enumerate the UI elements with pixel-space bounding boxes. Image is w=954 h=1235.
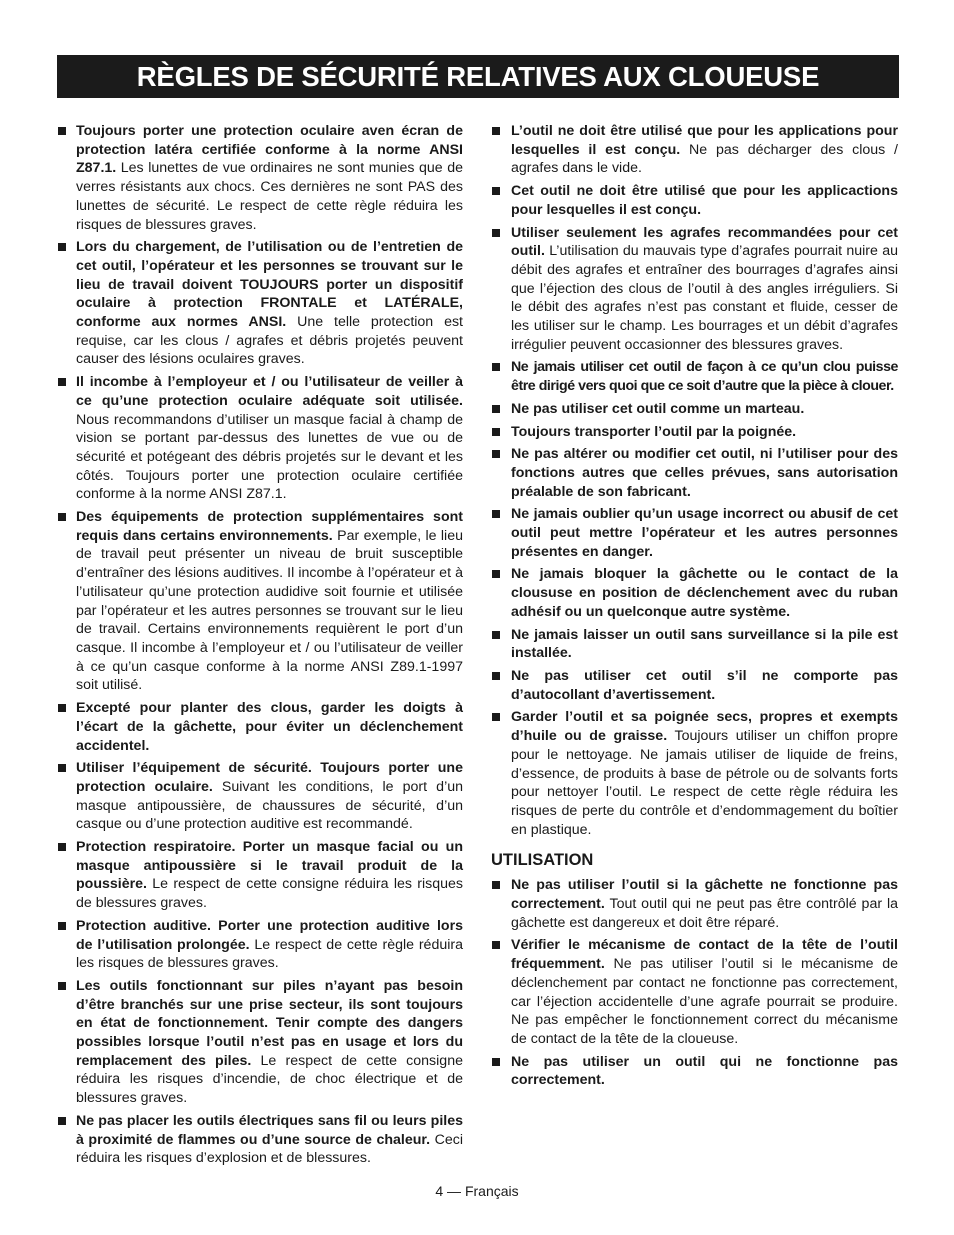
list-item xyxy=(57,1112,463,1168)
item-text: Par exemple, le lieu de travail peut présenter un niveau de bruit susceptible d’entraîner des lésions auditives. Il incombe à l’opérateur et à l’utilisateur qu’une protection audidive soit fournie et utilisée par l’opérateur et les autres personnes se trouvant sur le lieu de travail. Certains environnements requièrent le port d’un casque. Il incombe à l’employeur et / ou l’utilisateur de veiller à ce qu’un casque conforme à la norme ANSI Z89.1-1997 soit utilisé. xyxy=(76,527,463,694)
list-item xyxy=(57,122,463,234)
list-item xyxy=(491,445,898,501)
list-item xyxy=(491,876,898,932)
list-item xyxy=(491,1053,898,1090)
item-bold-text: Il incombe à l’employeur et / ou l’utilisateur de veiller à ce qu’une protection oculaire adéquate soit utilisée. xyxy=(76,374,463,409)
item-bold-text: Ne jamais bloquer la gâchette ou le contact de la cloususe en position de déclenchement avec du ruban adhésif ou un quelconque autre système. xyxy=(511,566,898,620)
item-bold-text: Ne pas altérer ou modifier cet outil, ni l’utiliser pour des fonctions autres que celles prévues, sans autorisation préalable de son fabricant. xyxy=(511,446,898,500)
item-text: Tout outil qui ne peut pas être contrôlé par la gâchette est dangereux et doit être réparé. xyxy=(511,896,898,931)
item-bold-text: Toujours transporter l’outil par la poignée. xyxy=(511,423,797,440)
item-bold-text: Ne pas utiliser l’outil si la gâchette ne fonctionne pas correctement. xyxy=(511,877,898,913)
left-column xyxy=(57,122,463,1172)
item-text: Une telle protection est requise, car les clous / agrafes et débris projetés peuvent causer des lésions oculaires graves. xyxy=(76,314,463,368)
item-bold-text: Protection auditive. Porter une protection auditive lors de l’utilisation prolongée. xyxy=(76,917,463,953)
item-bold-text: Vérifier le mécanisme de contact de la tête de l’outil fréquemment. xyxy=(511,937,898,973)
page-footer: 4 — Français xyxy=(435,1183,519,1199)
list-item xyxy=(57,238,463,369)
item-text: Ne pas utiliser l’outil si le mécanisme de déclenchement par contact ne fonctionne pas correctement, car l’éjection accidentelle d’une agrafe pourrait se produire. Ne pas empêcher le fonctionnement correct du mécanisme de contact de la tête de la cloueuse. xyxy=(511,956,898,1047)
item-bold-text: Protection respiratoire. Porter un masque facial ou un masque antipoussière si le travail produit de la poussière. xyxy=(76,839,463,893)
list-item xyxy=(57,508,463,695)
right-column xyxy=(491,122,898,1094)
list-item xyxy=(491,400,898,419)
item-bold-text: L’outil ne doit être utilisé que pour les applications pour lesquelles il est conçu. xyxy=(511,123,898,158)
list-item xyxy=(491,708,898,839)
item-bold-text: Lors du chargement, de l’utilisation ou de l’entretien de cet outil, l’opérateur et les personnes se trouvant sur le lieu de travail doivent TOUJOURS porter un dispositif oculaire à protection FRONTALE et LATÉRALE, conforme aux normes ANSI. xyxy=(76,239,463,331)
list-item xyxy=(491,423,898,442)
list-item xyxy=(491,122,898,178)
item-text: Nous recommandons d’utiliser un masque facial à champ de vision se portant par-dessus des lunettes de vue ou de sécurité et potégeant des débris projetés sur le devant et les côtés. Toujours porter une protection oculaire certifiée conforme à la norme ANSI Z87.1. xyxy=(76,411,463,503)
list-item xyxy=(491,505,898,561)
item-bold-text: Ne pas utiliser cet outil s’il ne comporte pas d’autocollant d’avertissement. xyxy=(511,667,898,703)
item-bold-text: Toujours porter une protection oculaire aven écran de protection latéra certifiée conforme à la norme ANSI Z87.1. xyxy=(76,123,463,177)
list-item xyxy=(491,358,898,395)
list-item xyxy=(57,917,463,973)
item-bold-text: Ne pas utiliser cet outil comme un marteau. xyxy=(511,400,805,417)
list-item xyxy=(57,373,463,504)
item-text: L’utilisation du mauvais type d’agrafes pourrait nuire au débit des agrafes et entraîner des bourrages d’agrafes ainsi que l’éjection des clous de l’outil à des angles irréguliers. Si le débit des agrafes n’est pas constant et fluide, cesser de les utiliser sur le champ. Les bourrages et un débit d’agrafes irrégulier peuvent occasionner des blessures graves. xyxy=(511,243,898,353)
item-bold-text: Ne jamais oublier qu’un usage incorrect ou abusif de cet outil peut mettre l’opérateur et les autres personnes présentes en danger. xyxy=(511,506,898,560)
list-item xyxy=(491,936,898,1048)
item-bold-text: Des équipements de protection supplémentaires sont requis dans certains environnements. xyxy=(76,509,463,544)
item-text: Suivant les conditions, le port d’un masque antipoussière, de chaussures de sécurité, d’un casque ou d’une protection auditive est recommandé. xyxy=(76,778,463,833)
item-text: Le respect de cette consigne réduira les risques d’incendie, de choc électrique et de blessures graves. xyxy=(76,1052,463,1107)
list-item xyxy=(57,759,463,834)
item-bold-text: Ne jamais laisser un outil sans surveillance si la pile est installée. xyxy=(511,626,898,662)
list-item xyxy=(57,977,463,1108)
item-text: Ceci réduira les risques d’explosion et de blessures. xyxy=(76,1131,464,1167)
list-item xyxy=(491,667,898,704)
item-text: Le respect de cette règle réduira les risques de blessures graves. xyxy=(76,936,463,972)
item-bold-text: Utiliser l’équipement de sécurité. Toujours porter une protection oculaire. xyxy=(76,760,463,795)
list-item xyxy=(491,565,898,621)
list-item xyxy=(491,182,898,219)
item-bold-text: Ne pas utiliser un outil qui ne fonctionne pas correctement. xyxy=(511,1053,898,1089)
list-item xyxy=(57,699,463,755)
item-text: Le respect de cette consigne réduira les risques de blessures graves. xyxy=(76,876,463,912)
list-item xyxy=(491,224,898,355)
item-bold-text: Les outils fonctionnant sur piles n’ayant pas besoin d’être branchés sur une prise secteur, ils sont toujours en état de fonctionnement. Tenir compte des dangers possibles lorsque l’outil n’est pas en usage et lors du remplacement des piles. xyxy=(76,977,463,1069)
item-bold-text: Utiliser seulement les agrafes recommandées pour cet outil. xyxy=(511,224,898,260)
list-item xyxy=(491,626,898,663)
item-text: Les lunettes de vue ordinaires ne sont munies que de verres résistants aux chocs. Ces dernières ne sont PAS des lunettes de sécurité. Le respect de cette règle réduira les risques de blessures graves. xyxy=(76,160,463,233)
item-text: Ne pas décharger des clous / agrafes dans le vide. xyxy=(511,141,898,177)
item-bold-text: Cet outil ne doit être utilisé que pour les applicactions pour lesquelles il est conçu. xyxy=(511,183,898,218)
page-title: RÈGLES DE SÉCURITÉ RELATIVES AUX CLOUEUSE xyxy=(57,55,899,98)
item-bold-text: Ne pas placer les outils électriques sans fil ou leurs piles à proximité de flammes ou d’une source de chaleur. xyxy=(76,1112,463,1148)
item-text: Toujours utiliser un chiffon propre pour le nettoyage. Ne jamais utiliser de liquide de freins, d’essence, de produits à base de pétrole ou de solvants forts pour nettoyer l’outil. Le respect de cette règle réduira les risques de perte du contrôle et d’endommagement du boîtier en plastique. xyxy=(511,728,898,838)
list-item xyxy=(57,838,463,913)
item-bold-text: Ne jamais utiliser cet outil de façon à ce qu’un clou puisse être dirigé vers quoi que ce soit d’autre que la pièce à clouer. xyxy=(511,359,898,395)
item-bold-text: Garder l’outil et sa poignée secs, propres et exempts d’huile ou de graisse. xyxy=(511,709,898,745)
item-bold-text: Excepté pour planter des clous, garder les doigts à l’écart de la gâchette, pour éviter un déclenchement accidentel. xyxy=(76,700,463,754)
section-heading-utilisation: UTILISATION xyxy=(491,851,594,870)
